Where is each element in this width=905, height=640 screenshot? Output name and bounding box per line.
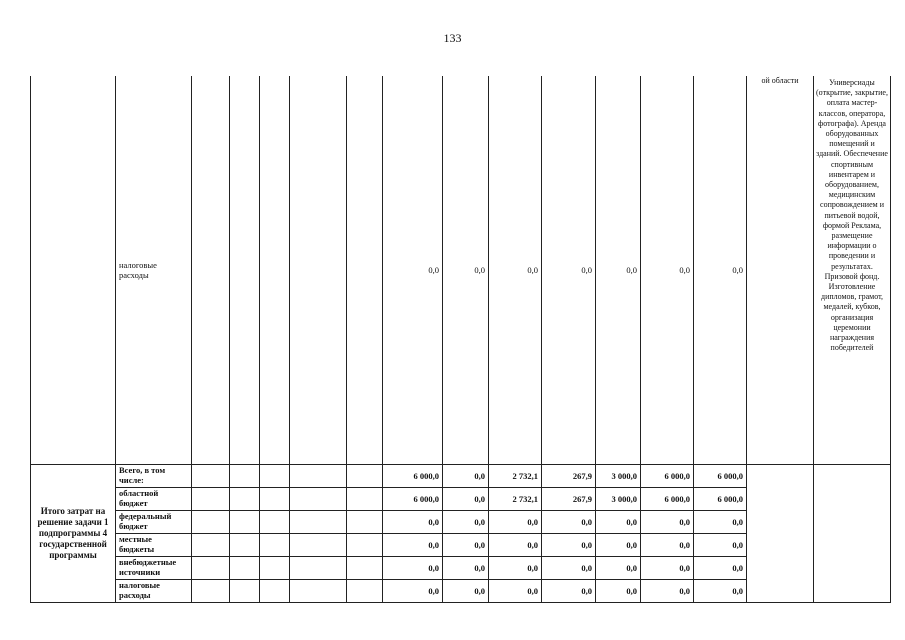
value-cell: 0,0 [443, 487, 489, 510]
value-cell: 2 732,1 [489, 487, 542, 510]
empty-cell [192, 510, 230, 533]
empty-cell [230, 76, 260, 464]
value-cell: 6 000,0 [383, 464, 443, 487]
empty-cell [230, 556, 260, 579]
summary-row [31, 464, 891, 487]
value-cell: 0,0 [383, 579, 443, 602]
empty-cell [230, 487, 260, 510]
value-cell: 6 000,0 [641, 487, 694, 510]
empty-cell [192, 487, 230, 510]
value-cell: 0,0 [489, 76, 542, 464]
value-cell: 0,0 [489, 533, 542, 556]
value-cell: 0,0 [542, 579, 596, 602]
value-cell: 0,0 [383, 556, 443, 579]
empty-cell [290, 556, 347, 579]
empty-cell [347, 533, 383, 556]
empty-cell [347, 464, 383, 487]
value-cell: 0,0 [383, 533, 443, 556]
empty-cell [192, 533, 230, 556]
value-cell: 0,0 [443, 464, 489, 487]
value-cell: 0,0 [694, 579, 747, 602]
value-cell: 0,0 [542, 533, 596, 556]
value-cell: 0,0 [641, 510, 694, 533]
empty-cell [290, 76, 347, 464]
empty-cell [290, 533, 347, 556]
value-cell: 0,0 [641, 533, 694, 556]
description-cell: Универсиады (открытие, закрытие, оплата мастер-классов, оператора, фотографа). Аренда оборудованных помещений и зданий. Обеспечение спортивным инвентарем и оборудованием, медицинским сопровождением и питьевой водой, формой Реклама, размещение информации о проведении и результатах. Призовой фонд. Изготовление дипломов, грамот, медалей, кубков, организация церемонии награждения победителей [814, 76, 891, 464]
empty-cell [230, 579, 260, 602]
empty-cell [347, 510, 383, 533]
empty-cell [347, 487, 383, 510]
empty-cell [347, 76, 383, 464]
value-cell: 3 000,0 [596, 464, 641, 487]
empty-cell [290, 487, 347, 510]
value-cell: 0,0 [443, 579, 489, 602]
value-cell: 2 732,1 [489, 464, 542, 487]
value-cell: 0,0 [596, 510, 641, 533]
empty-region-cell [747, 464, 814, 602]
value-cell: 3 000,0 [596, 487, 641, 510]
empty-cell [260, 533, 290, 556]
empty-description-cell [814, 464, 891, 602]
empty-cell [230, 533, 260, 556]
value-cell: 0,0 [383, 76, 443, 464]
empty-cell [290, 510, 347, 533]
empty-cell [31, 76, 116, 464]
value-cell: 0,0 [443, 556, 489, 579]
summary-title: Итого затрат на решение задачи 1 подпрограммы 4 государственной программы [31, 464, 116, 602]
value-cell: 0,0 [641, 579, 694, 602]
empty-cell [230, 510, 260, 533]
value-cell: 0,0 [489, 579, 542, 602]
empty-cell [192, 579, 230, 602]
value-cell: 0,0 [489, 510, 542, 533]
page-number: 133 [443, 31, 462, 45]
empty-cell [260, 510, 290, 533]
value-cell: 0,0 [443, 76, 489, 464]
row-label: внебюджетные источники [116, 556, 192, 579]
value-cell: 6 000,0 [383, 487, 443, 510]
region-cell: ой области [747, 76, 814, 464]
empty-cell [347, 579, 383, 602]
value-cell: 6 000,0 [694, 464, 747, 487]
tax-expenses-row [31, 76, 891, 464]
value-cell: 0,0 [641, 556, 694, 579]
value-cell: 0,0 [694, 533, 747, 556]
value-cell: 0,0 [596, 556, 641, 579]
value-cell: 0,0 [542, 556, 596, 579]
value-cell: 0,0 [542, 510, 596, 533]
value-cell: 0,0 [489, 556, 542, 579]
budget-table [30, 76, 891, 603]
empty-cell [192, 464, 230, 487]
empty-cell [192, 76, 230, 464]
value-cell: 267,9 [542, 487, 596, 510]
value-cell: 0,0 [383, 510, 443, 533]
value-cell: 0,0 [542, 76, 596, 464]
empty-cell [290, 464, 347, 487]
value-cell: 0,0 [443, 510, 489, 533]
value-cell: 0,0 [694, 76, 747, 464]
value-cell: 0,0 [694, 510, 747, 533]
empty-cell [260, 556, 290, 579]
row-label: местные бюджеты [116, 533, 192, 556]
empty-cell [230, 464, 260, 487]
value-cell: 0,0 [694, 556, 747, 579]
value-cell: 267,9 [542, 464, 596, 487]
empty-cell [260, 76, 290, 464]
row-label: областной бюджет [116, 487, 192, 510]
value-cell: 0,0 [443, 533, 489, 556]
empty-cell [260, 464, 290, 487]
category-label: налоговые расходы [116, 76, 192, 464]
empty-cell [260, 487, 290, 510]
value-cell: 0,0 [596, 579, 641, 602]
empty-cell [260, 579, 290, 602]
value-cell: 0,0 [596, 76, 641, 464]
empty-cell [347, 556, 383, 579]
empty-cell [290, 579, 347, 602]
value-cell: 0,0 [596, 533, 641, 556]
row-label: федеральный бюджет [116, 510, 192, 533]
empty-cell [192, 556, 230, 579]
row-label: Всего, в том числе: [116, 464, 192, 487]
value-cell: 6 000,0 [694, 487, 747, 510]
value-cell: 0,0 [641, 76, 694, 464]
value-cell: 6 000,0 [641, 464, 694, 487]
row-label: налоговые расходы [116, 579, 192, 602]
